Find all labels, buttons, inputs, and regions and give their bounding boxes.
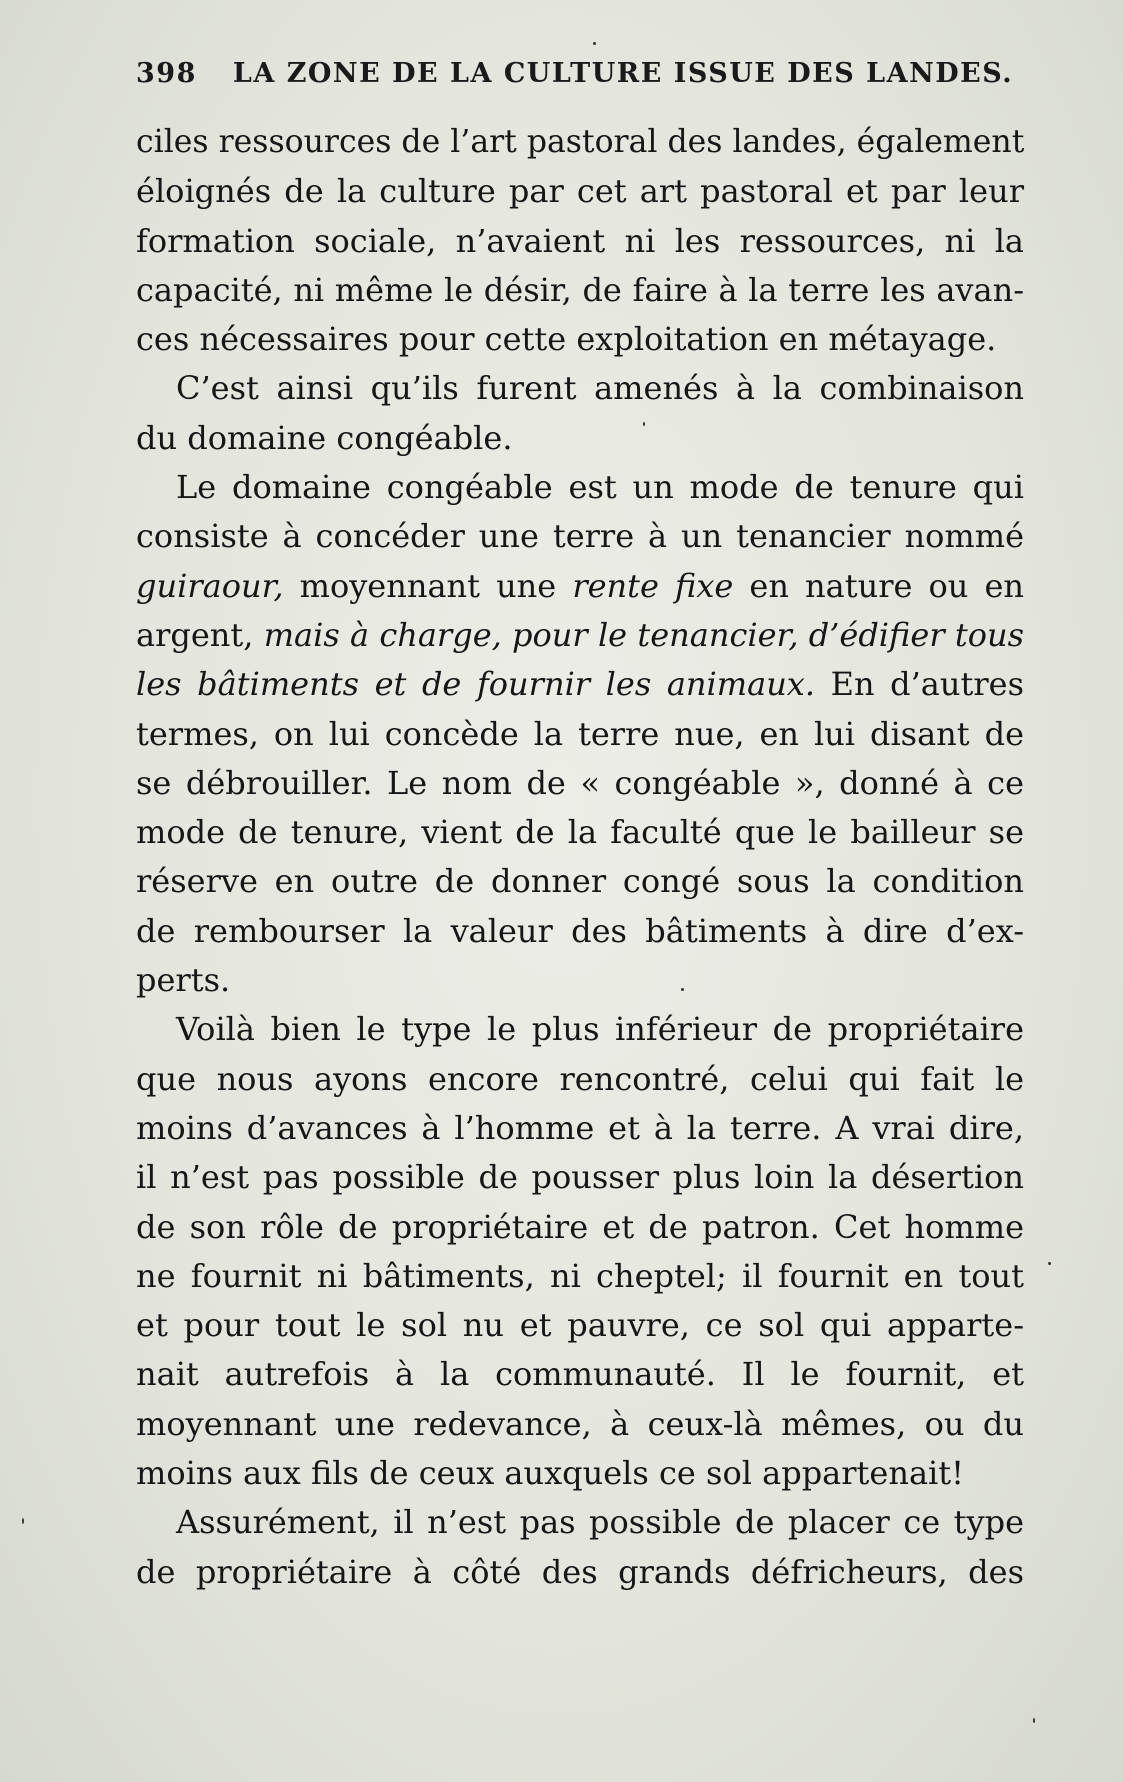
- text-line: [136, 1055, 1024, 1104]
- text-run: Assurément, il n’est pas possible de placer ce type: [176, 1503, 1024, 1542]
- text-line: [136, 463, 1024, 512]
- text-line: [136, 1548, 1024, 1597]
- text-run: en nature ou en: [733, 566, 1025, 605]
- paper-speck: [1033, 1718, 1035, 1723]
- text-line: [136, 1203, 1024, 1252]
- text-line: [136, 1153, 1024, 1202]
- italic-text: rente fixe: [572, 566, 734, 605]
- text-run: ciles ressources de l’art pastoral des landes, également: [136, 124, 1025, 160]
- paper-speck: [22, 1518, 24, 1524]
- text-run: mode de tenure, vient de la faculté que le bailleur se: [136, 813, 1024, 852]
- text-line: [136, 167, 1024, 216]
- text-line: [136, 414, 1024, 463]
- page-number: 398: [136, 58, 197, 89]
- text-line: [136, 1005, 1024, 1054]
- italic-text: les bâtiments et de fournir les animaux.: [136, 665, 816, 704]
- text-line: [136, 710, 1024, 759]
- text-run: moins d’avances à l’homme et à la terre. A vrai dire,: [136, 1108, 1024, 1147]
- text-run: du domaine congéable.: [136, 418, 513, 457]
- body-text: [136, 118, 1024, 1597]
- text-run: capacité, ni même le désir, de faire à la terre les avan-: [136, 270, 1024, 309]
- text-line: [136, 118, 1024, 167]
- text-line: [136, 1301, 1024, 1350]
- italic-text: guiraour,: [136, 566, 284, 605]
- text-line: [136, 364, 1024, 413]
- text-line: [136, 315, 1024, 364]
- text-line: [136, 1400, 1024, 1449]
- text-run: termes, on lui concède la terre nue, en lui disant de: [136, 714, 1024, 753]
- text-line: [136, 562, 1024, 611]
- text-run: et pour tout le sol nu et pauvre, ce sol qui apparte-: [136, 1306, 1024, 1345]
- text-line: [136, 907, 1024, 956]
- paper-speck: [593, 42, 596, 45]
- text-run: se débrouiller. Le nom de « congéable », donné à ce: [136, 763, 1024, 802]
- text-line: [136, 217, 1024, 266]
- text-run: de rembourser la valeur des bâtiments à dire d’ex-: [136, 911, 1024, 950]
- text-line: [136, 956, 1024, 1005]
- text-run: Voilà bien le type le plus inférieur de propriétaire: [176, 1010, 1024, 1049]
- running-header: [136, 58, 1014, 89]
- text-run: il n’est pas possible de pousser plus loin la désertion: [136, 1158, 1024, 1197]
- text-line: [136, 611, 1024, 660]
- text-run: Le domaine congéable est un mode de tenure qui: [176, 468, 1024, 507]
- text-run: réserve en outre de donner congé sous la condition: [136, 862, 1024, 901]
- text-run: En d’autres: [815, 665, 1025, 704]
- text-line: [136, 1104, 1024, 1153]
- text-line: [136, 808, 1024, 857]
- text-run: moyennant une: [283, 566, 573, 605]
- text-line: [136, 512, 1024, 561]
- text-line: [136, 1449, 1024, 1498]
- text-run: moyennant une redevance, à ceux-là mêmes, ou du: [136, 1404, 1024, 1443]
- text-line: [136, 1252, 1024, 1301]
- text-line: [136, 759, 1024, 808]
- text-run: que nous ayons encore rencontré, celui qui fait le: [136, 1059, 1024, 1098]
- running-title: LA ZONE DE LA CULTURE ISSUE DES LANDES.: [232, 58, 1014, 89]
- text-line: [136, 1498, 1024, 1547]
- italic-text: mais à charge, pour le tenancier, d’édifier tous: [263, 615, 1025, 654]
- text-line: [136, 266, 1024, 315]
- text-run: moins aux fils de ceux auxquels ce sol appartenait!: [136, 1454, 964, 1493]
- text-line: [136, 660, 1024, 709]
- text-run: formation sociale, n’avaient ni les ressources, ni la: [136, 221, 1024, 260]
- text-run: nait autrefois à la communauté. Il le fournit, et: [136, 1355, 1024, 1394]
- paper-speck: [1048, 1262, 1051, 1265]
- text-run: éloignés de la culture par cet art pastoral et par leur: [136, 172, 1024, 211]
- text-run: ces nécessaires pour cette exploitation en métayage.: [136, 320, 997, 359]
- text-run: de son rôle de propriétaire et de patron. Cet homme: [136, 1207, 1024, 1246]
- paper-speck: [643, 422, 645, 426]
- text-run: de propriétaire à côté des grands défricheurs, des: [136, 1552, 1024, 1591]
- text-run: ne fournit ni bâtiments, ni cheptel; il fournit en tout: [136, 1256, 1024, 1295]
- text-run: argent,: [136, 615, 264, 654]
- text-run: perts.: [136, 961, 231, 1000]
- paper-speck: [681, 988, 684, 991]
- text-run: consiste à concéder une terre à un tenancier nommé: [136, 517, 1024, 556]
- text-line: [136, 857, 1024, 906]
- text-line: [136, 1350, 1024, 1399]
- text-run: C’est ainsi qu’ils furent amenés à la combinaison: [176, 369, 1024, 408]
